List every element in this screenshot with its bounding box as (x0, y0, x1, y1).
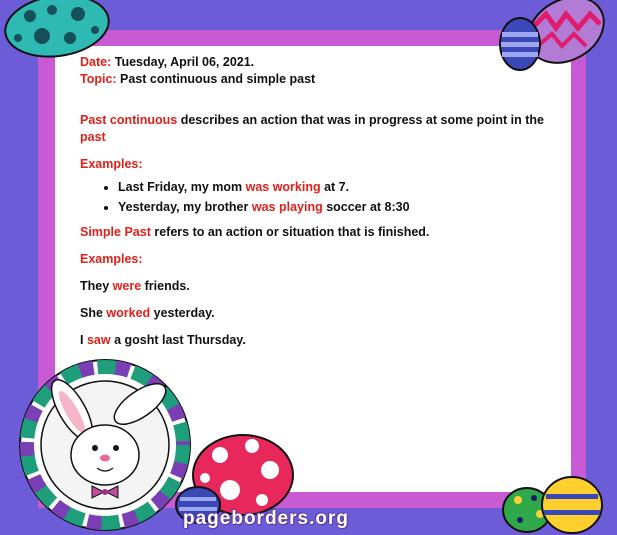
example-verb: were (112, 279, 142, 293)
past-word: past (80, 130, 106, 144)
example-text: a gosht last Thursday. (110, 333, 246, 347)
example-text: I (80, 333, 87, 347)
example-verb: was working (245, 180, 321, 194)
yellow-egg-icon (542, 477, 602, 533)
past-continuous-examples (80, 179, 560, 216)
example-text: She (80, 306, 107, 320)
example-text: at 7. (320, 180, 350, 194)
example-text: Last Friday, my mom (118, 180, 246, 194)
example-text: friends. (141, 279, 190, 293)
example-text: Yesterday, my brother (118, 200, 252, 214)
simple-past-desc: refers to an action or situation that is finished. (150, 225, 430, 239)
examples-label-2: Examples: (80, 252, 143, 266)
date-value: Tuesday, April 06, 2021. (111, 55, 255, 69)
example-text: They (80, 279, 113, 293)
topic-line (80, 71, 560, 88)
lesson-content (80, 54, 560, 349)
topic-value: Past continuous and simple past (116, 72, 316, 86)
example-verb: worked (106, 306, 151, 320)
date-label: Date: (80, 55, 112, 69)
list-item (118, 199, 560, 216)
list-item (118, 179, 560, 196)
list-item (80, 332, 560, 349)
simple-past-term: Simple Past (80, 225, 151, 239)
list-item (80, 278, 560, 295)
example-verb: was playing (251, 200, 323, 214)
example-text: yesterday. (150, 306, 215, 320)
bunny-icon (20, 360, 190, 530)
topic-label: Topic: (80, 72, 117, 86)
past-continuous-term: Past continuous (80, 113, 178, 127)
list-item (80, 305, 560, 322)
past-continuous-desc: describes an action that was in progress at some point in the (177, 113, 544, 127)
example-text: soccer at 8:30 (322, 200, 410, 214)
example-verb: saw (86, 333, 111, 347)
watermark: pageborders.org (183, 508, 349, 529)
date-line (80, 54, 560, 71)
past-continuous-definition (80, 112, 560, 146)
simple-past-definition (80, 224, 560, 241)
examples-label-1: Examples: (80, 157, 143, 171)
